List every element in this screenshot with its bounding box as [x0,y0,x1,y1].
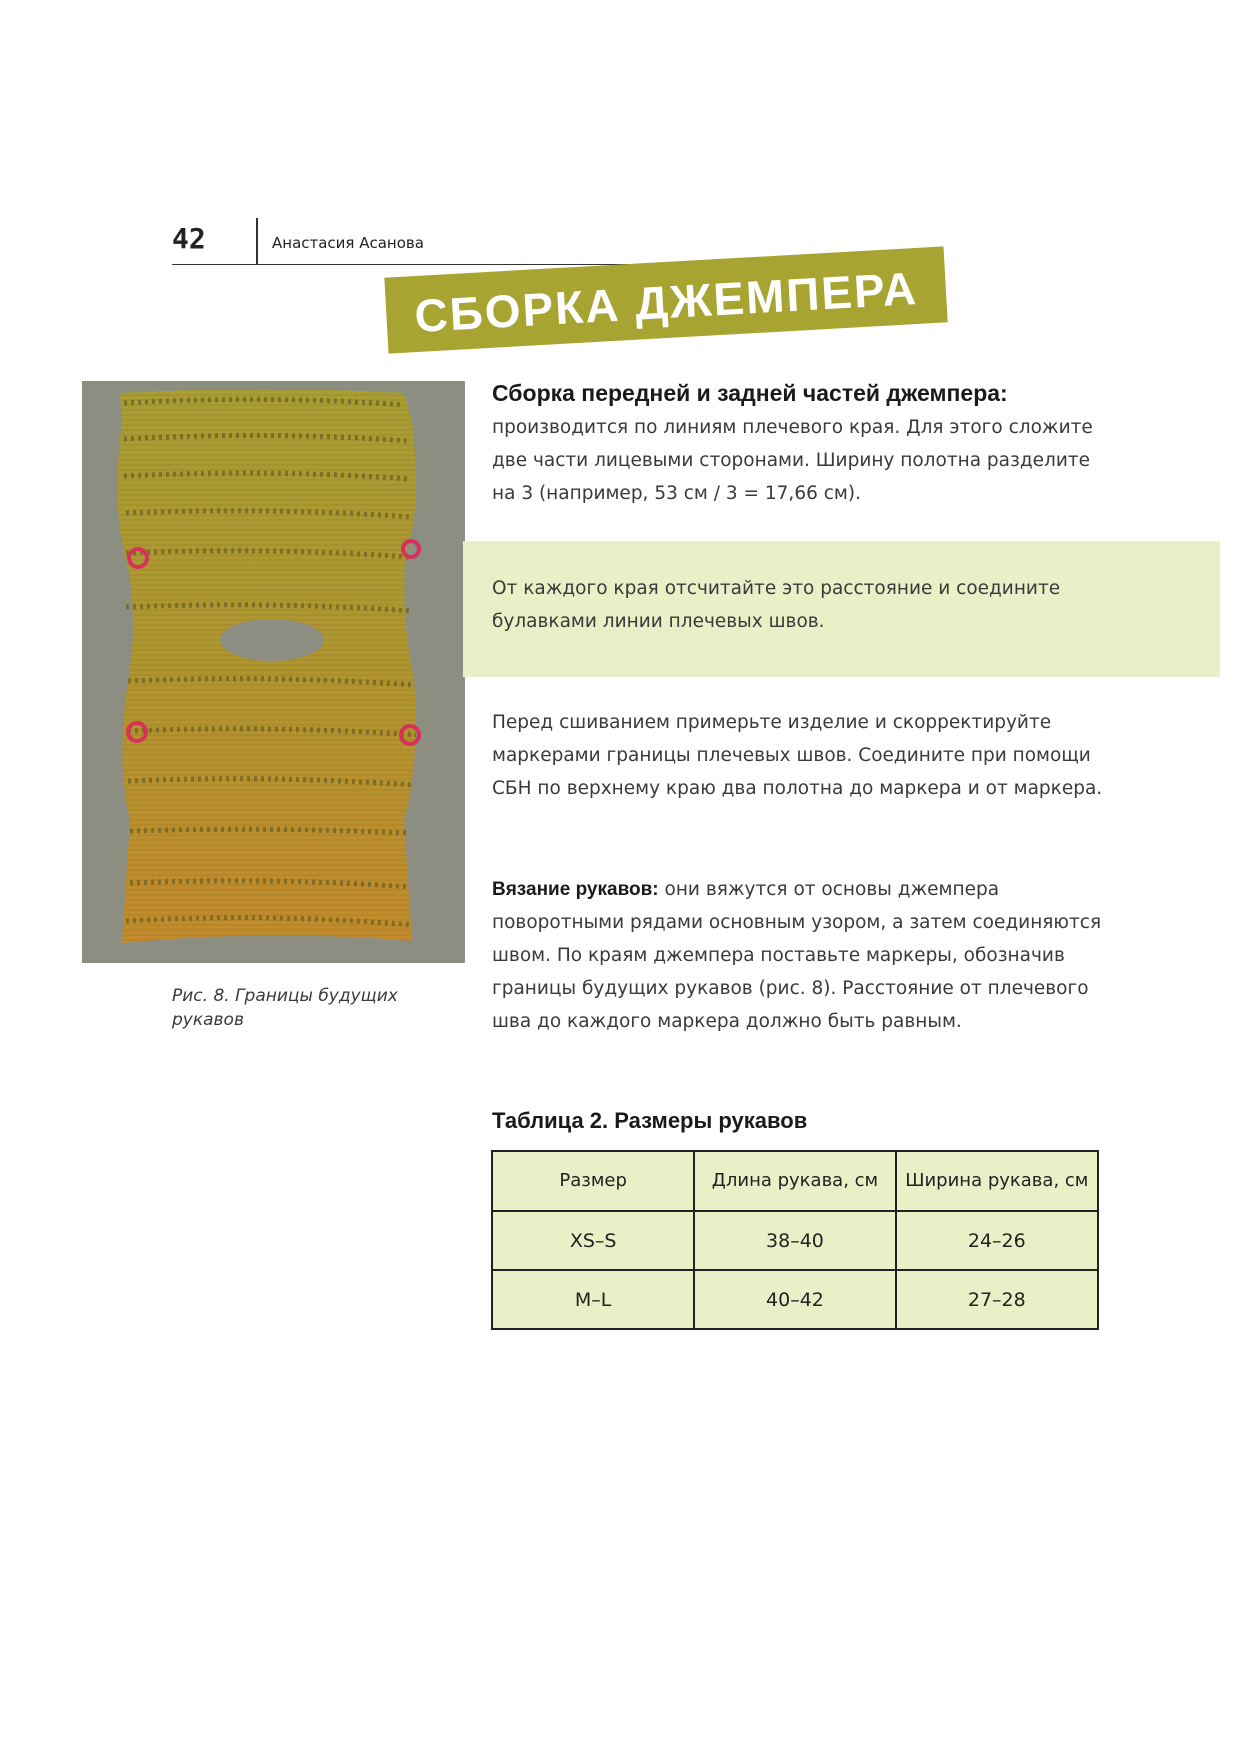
sleeves-text: они вяжутся от основы джемпера поворотными рядами основным узором, а затем соединяются швом. По краям джемпера поставьте маркеры, обозначив границы будущих рукавов (рис. 8). Расстояние от плечевого шва до каждого маркера должно быть равным. [492,879,1102,1032]
table-cell: 24–26 [896,1211,1098,1270]
table-title: Таблица 2. Размеры рукавов [492,1108,808,1133]
sleeves-paragraph [492,873,1112,1038]
header-divider [256,218,258,264]
table-cell: XS–S [492,1211,694,1270]
table-row [492,1270,1098,1329]
section-title: СБОРКА ДЖЕМПЕРА [413,261,920,343]
table-row [492,1211,1098,1270]
assembly-heading: Сборка передней и задней частей джемпера: [492,380,1008,406]
running-header [172,218,734,265]
table-cell: 40–42 [694,1270,895,1329]
fitting-paragraph: Перед сшиванием примерьте изделие и скорректируйте маркерами границы плечевых швов. Соедините при помощи СБН по верхнему краю два полотна до маркера и от маркера. [492,712,1103,799]
table-cell: 38–40 [694,1211,895,1270]
table-header-cell: Размер [492,1151,694,1211]
highlight-text: От каждого края отсчитайте это расстояние и соедините булавками линии плечевых швов. [492,578,1061,632]
assembly-text: производится по линиям плечевого края. Для этого сложите две части лицевыми сторонами. Ширину полотна разделите на 3 (например, 53 см / 3 = 17,66 см). [492,417,1093,504]
table-cell: 27–28 [896,1270,1098,1329]
table-header-cell: Длина рукава, см [694,1151,895,1211]
assembly-paragraph [492,377,1112,510]
knitted-panel-photo [82,381,465,963]
table-header-cell: Ширина рукава, см [896,1151,1098,1211]
sleeve-size-table [491,1150,1099,1330]
sleeves-heading: Вязание рукавов: [492,879,659,900]
page-number: 42 [172,222,206,255]
table-cell: M–L [492,1270,694,1329]
neck-opening [220,619,324,661]
author-name: Анастасия Асанова [272,234,424,252]
figure-caption: Рис. 8. Границы будущих рукавов [172,986,398,1030]
table-header-row [492,1151,1098,1211]
